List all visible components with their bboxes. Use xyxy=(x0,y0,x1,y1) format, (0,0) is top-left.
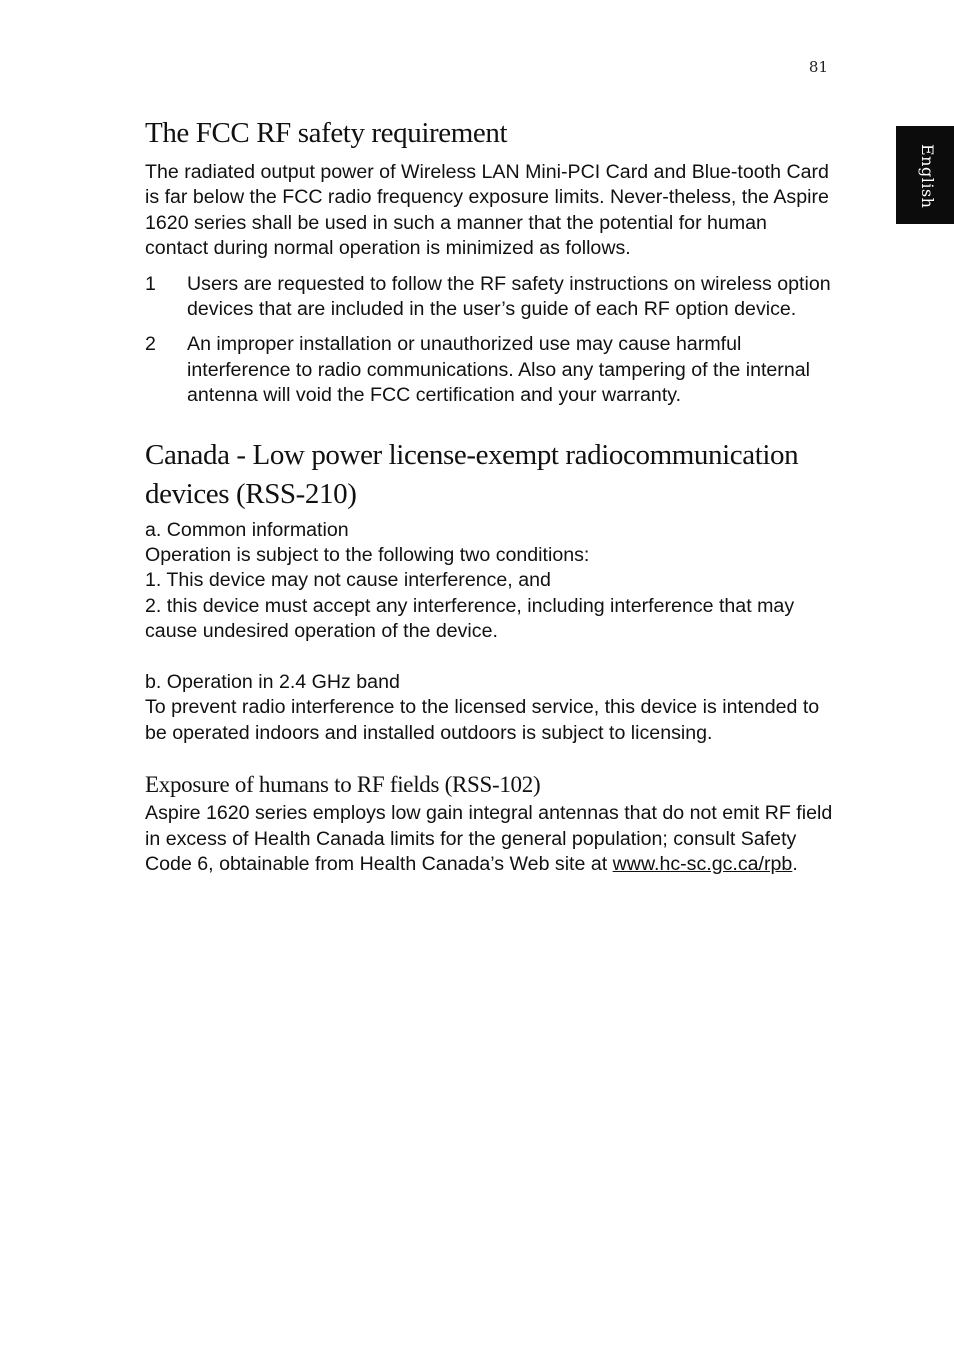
paragraph-spacer xyxy=(145,645,835,670)
band-paragraph: To prevent radio interference to the licensed service, this device is intended to be operated indoors and installed outdoors is subject to licensing. xyxy=(145,696,820,744)
page-content xyxy=(145,114,835,878)
list-item-number: 1 xyxy=(145,272,156,295)
conditions-lead: Operation is subject to the following two conditions: xyxy=(145,544,590,567)
list-item-text: Users are requested to follow the RF safety instructions on wireless option devices that are included in the user’s guide of each RF option device. xyxy=(187,272,831,321)
fcc-intro-paragraph: The radiated output power of Wireless LAN Mini-PCI Card and Blue-tooth Card is far below the FCC radio frequency exposure limits. Never-theless, the Aspire 1620 series shall be used in such a manner that the potential for human contact during normal operation is minimized as follows. xyxy=(145,161,829,260)
list-item-number: 2 xyxy=(145,333,156,356)
page-number: 81 xyxy=(808,58,828,76)
list-item xyxy=(145,272,835,323)
common-information-title: a. Common information xyxy=(145,518,349,541)
language-tab xyxy=(896,126,954,224)
exposure-period: . xyxy=(792,853,798,876)
list-item-text: An improper installation or unauthorized use may cause harmful interference to radio communications. Also any tampering of the internal antenna will void the FCC certification and your warranty. xyxy=(187,333,810,407)
exposure-heading: Exposure of humans to RF fields (RSS-102) xyxy=(145,772,541,798)
condition-2: 2. this device must accept any interference, including interference that may cause undesired operation of the device. xyxy=(145,594,795,643)
exposure-paragraph xyxy=(145,801,835,877)
language-tab-label: English xyxy=(918,144,937,209)
fcc-requirements-list xyxy=(145,272,835,409)
canada-heading: Canada - Low power license-exempt radiocommunication devices (RSS-210) xyxy=(145,438,799,510)
fcc-heading: The FCC RF safety requirement xyxy=(145,117,508,149)
list-item xyxy=(145,332,835,408)
exposure-text: Aspire 1620 series employs low gain integral antennas that do not emit RF field in excess of Health Canada limits for the general population; consult Safety Code 6, obtainable from Health Canada’s Web site at xyxy=(145,802,833,876)
band-title: b. Operation in 2.4 GHz band xyxy=(145,671,400,694)
condition-1: 1. This device may not cause interference, and xyxy=(145,569,551,592)
health-canada-link[interactable]: www.hc-sc.gc.ca/rpb xyxy=(612,853,793,876)
